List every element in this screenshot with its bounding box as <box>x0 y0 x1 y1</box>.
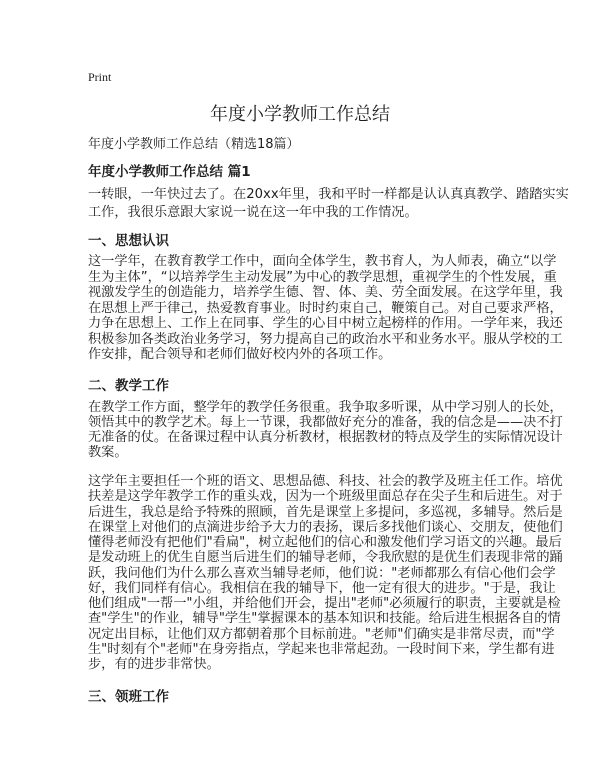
text-line: 在课堂上对他们的点滴进步给予大力的表扬，课后多找他们谈心、交朋友，使他们 <box>88 519 563 535</box>
text-line: 生"时刻有个"老师"在身旁指点，学起来也非常起劲。一段时间下来，学生都有进 <box>88 641 555 657</box>
page-title: 年度小学教师工作总结 <box>210 104 390 125</box>
section-heading: 一、思想认识 <box>88 233 169 249</box>
paragraph <box>88 400 563 460</box>
text-line: 后进生，我总是给予特殊的照顾，首先是课堂上多提问，多巡视，多辅导。然后是 <box>88 504 563 520</box>
paragraph <box>88 474 563 672</box>
text-line: 况定出目标，让他们双方都朝着那个目标前进。"老师"们确实是非常尽责，而"学 <box>88 626 555 642</box>
text-line: 这一学年，在教育教学工作中，面向全体学生，教书育人，为人师表，确立“以学 <box>88 254 557 269</box>
text-line: 这学年主要担任一个班的语文、思想品德、科技、社会的教学及班主任工作。培优 <box>88 474 563 489</box>
print-link[interactable]: Print <box>88 70 112 84</box>
text-line: 积极参加各类政治业务学习，努力提高自己的政治水平和业务水平。服从学校的工 <box>88 331 563 347</box>
text-line: 生为主体”，“以培养学生主动发展”为中心的教学思想，重视学生的个性发展，重 <box>88 269 557 285</box>
text-line: 在教学工作方面，整学年的教学任务很重。我争取多听课，从中学习别人的长处， <box>88 400 563 415</box>
subtitle: 年度小学教师工作总结（精选18篇） <box>88 137 300 152</box>
paragraph <box>88 254 563 363</box>
text-line: 好，我们同样有信心。我相信在我的辅导下，他一定有很大的进步。"于是，我让 <box>88 580 556 596</box>
article-heading: 年度小学教师工作总结 篇1 <box>88 164 251 180</box>
text-line: 工作，我很乐意跟大家说一说在这一年中我的工作情况。 <box>88 205 418 220</box>
text-line: 一转眼，一年快过去了。在20xx年里，我和平时一样都是认认真真教学、踏踏实实 <box>88 187 569 202</box>
section-heading: 二、教学工作 <box>88 378 169 394</box>
text-line: 无准备的仗。在备课过程中认真分析教材，根据教材的特点及学生的实际情况设计 <box>88 430 563 445</box>
text-line: 是发动班上的优生自愿当后进生们的辅导老师，令我欣慰的是优生们表现非常的踊 <box>88 550 563 566</box>
text-line: 查"学生"的作业，辅导"学生"掌握课本的基本知识和技能。给后进生根据各自的情 <box>88 611 561 627</box>
text-line: 跃，我问他们为什么那么喜欢当辅导老师，他们说："老师都那么有信心他们会学 <box>88 565 556 581</box>
text-line: 力争在思想上、工作上在同事、学生的心目中树立起榜样的作用。一学年来，我还 <box>88 316 563 331</box>
text-line: 在思想上严于律己，热爱教育事业。时时约束自己，鞭策自己。对自己要求严格， <box>88 300 563 316</box>
text-line: 教案。 <box>88 445 128 460</box>
text-line: 他们组成"一帮一"小组，并给他们开会，提出"老师"必须履行的职责，主要就是检 <box>88 596 561 611</box>
text-line: 步，有的进步非常快。 <box>88 657 220 672</box>
text-line: 视激发学生的创造能力，培养学生德、智、体、美、劳全面发展。在这学年里，我 <box>88 285 563 300</box>
intro-paragraph <box>88 186 569 222</box>
text-line: 懂得老师没有把他们"看扁"，树立起他们的信心和激发他们学习语文的兴趣。最后 <box>88 535 562 550</box>
text-line: 扶差是这学年教学工作的重头戏，因为一个班级里面总存在尖子生和后进生。对于 <box>88 489 563 505</box>
text-line: 领悟其中的教学艺术。每上一节课，我都做好充分的准备，我的信念是——决不打 <box>88 415 563 430</box>
section-heading: 三、领班工作 <box>88 689 169 705</box>
text-line: 作安排，配合领导和老师们做好校内外的各项工作。 <box>88 347 392 362</box>
